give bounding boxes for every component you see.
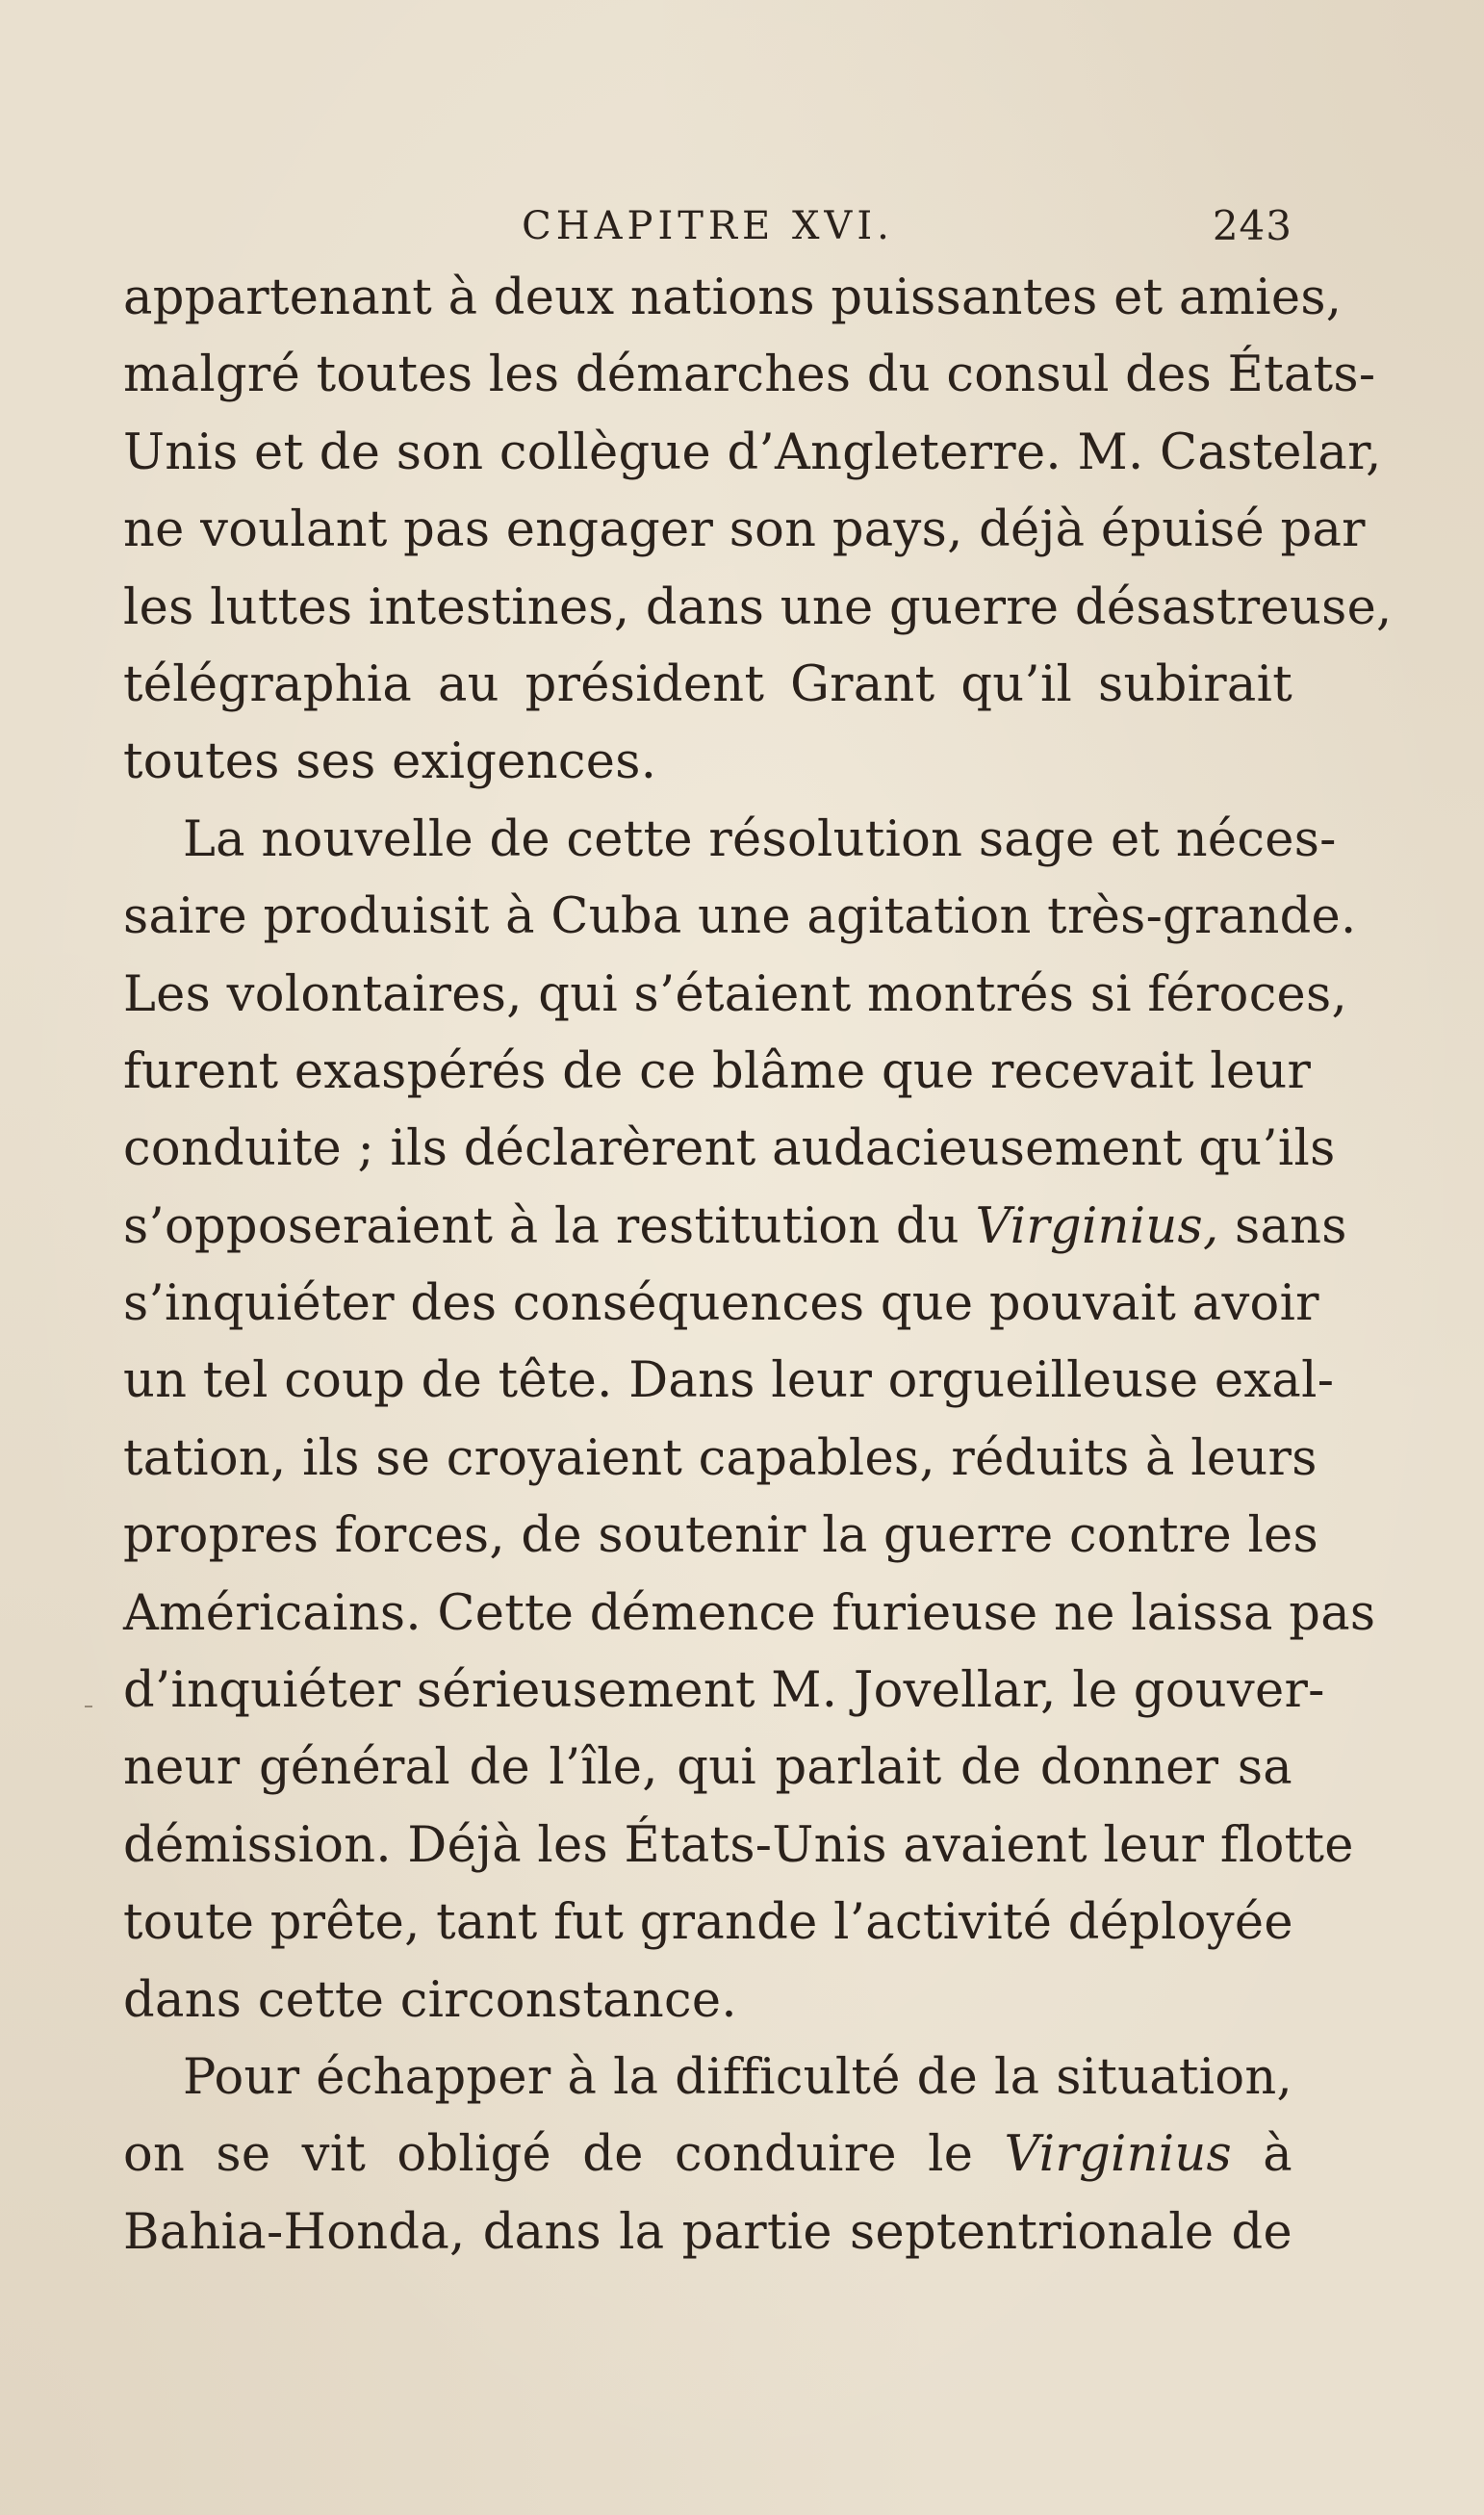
text-segment: s’opposeraient à la restitution du <box>123 1197 959 1255</box>
page-number: 243 <box>1212 202 1292 249</box>
text-line: tation, ils se croyaient capables, réduits à leurs <box>123 1429 1318 1487</box>
text-line: Bahia-Honda, dans la partie septentrionale de <box>123 2203 1292 2261</box>
text-line: toutes ses exigences. <box>123 733 657 791</box>
text-line: ne voulant pas engager son pays, déjà épuisé par <box>123 501 1366 559</box>
text-line: démission. Déjà les États-Unis avaient leur flotte <box>123 1816 1354 1874</box>
text-segment: sans <box>1234 1197 1347 1255</box>
text-line: Les volontaires, qui s’étaient montrés si féroces, <box>123 965 1348 1023</box>
text-line: Pour échapper à la difficulté de la situation, <box>183 2048 1292 2106</box>
text-line: télégraphia au président Grant qu’il subirait <box>123 655 1292 713</box>
text-line: s’inquiéter des conséquences que pouvait avoir <box>123 1275 1319 1333</box>
text-line: les luttes intestines, dans une guerre désastreuse, <box>123 578 1393 636</box>
text-segment: on se vit obligé de conduire le <box>123 2126 974 2184</box>
text-line-mixed <box>123 2117 1292 2194</box>
chapter-title: CHAPITRE XVI. <box>522 204 894 248</box>
text-line: malgré toutes les démarches du consul des États- <box>123 346 1376 404</box>
text-segment: à <box>1263 2126 1293 2184</box>
text-line: toute prête, tant fut grande l’activité déployée <box>123 1894 1293 1952</box>
text-line: Américains. Cette démence furieuse ne laissa pas <box>123 1584 1376 1642</box>
running-head <box>123 192 1292 260</box>
text-line: un tel coup de tête. Dans leur orgueilleuse exal- <box>123 1352 1335 1410</box>
text-line-mixed <box>123 1189 1347 1266</box>
text-line: appartenant à deux nations puissantes et amies, <box>123 269 1343 326</box>
text-line: neur général de l’île, qui parlait de donner sa <box>123 1739 1292 1797</box>
text-line: d’inquiéter sérieusement M. Jovellar, le gouver- <box>123 1662 1325 1720</box>
text-line: propres forces, de soutenir la guerre contre les <box>123 1507 1319 1565</box>
italic-ship-name: Virginius, <box>975 1197 1219 1255</box>
text-line: saire produisit à Cuba une agitation très-grande. <box>123 888 1357 946</box>
text-line: Unis et de son collègue d’Angleterre. M. Castelar, <box>123 423 1382 481</box>
italic-ship-name: Virginius <box>1004 2126 1233 2184</box>
text-line: dans cette circonstance. <box>123 1971 737 2029</box>
text-line: La nouvelle de cette résolution sage et néces- <box>183 810 1337 868</box>
body-text <box>123 260 1393 2271</box>
text-line: conduite ; ils déclarèrent audacieusement qu’ils <box>123 1120 1336 1178</box>
ink-speck <box>85 1706 92 1707</box>
text-line: furent exaspérés de ce blâme que recevait leur <box>123 1042 1312 1100</box>
